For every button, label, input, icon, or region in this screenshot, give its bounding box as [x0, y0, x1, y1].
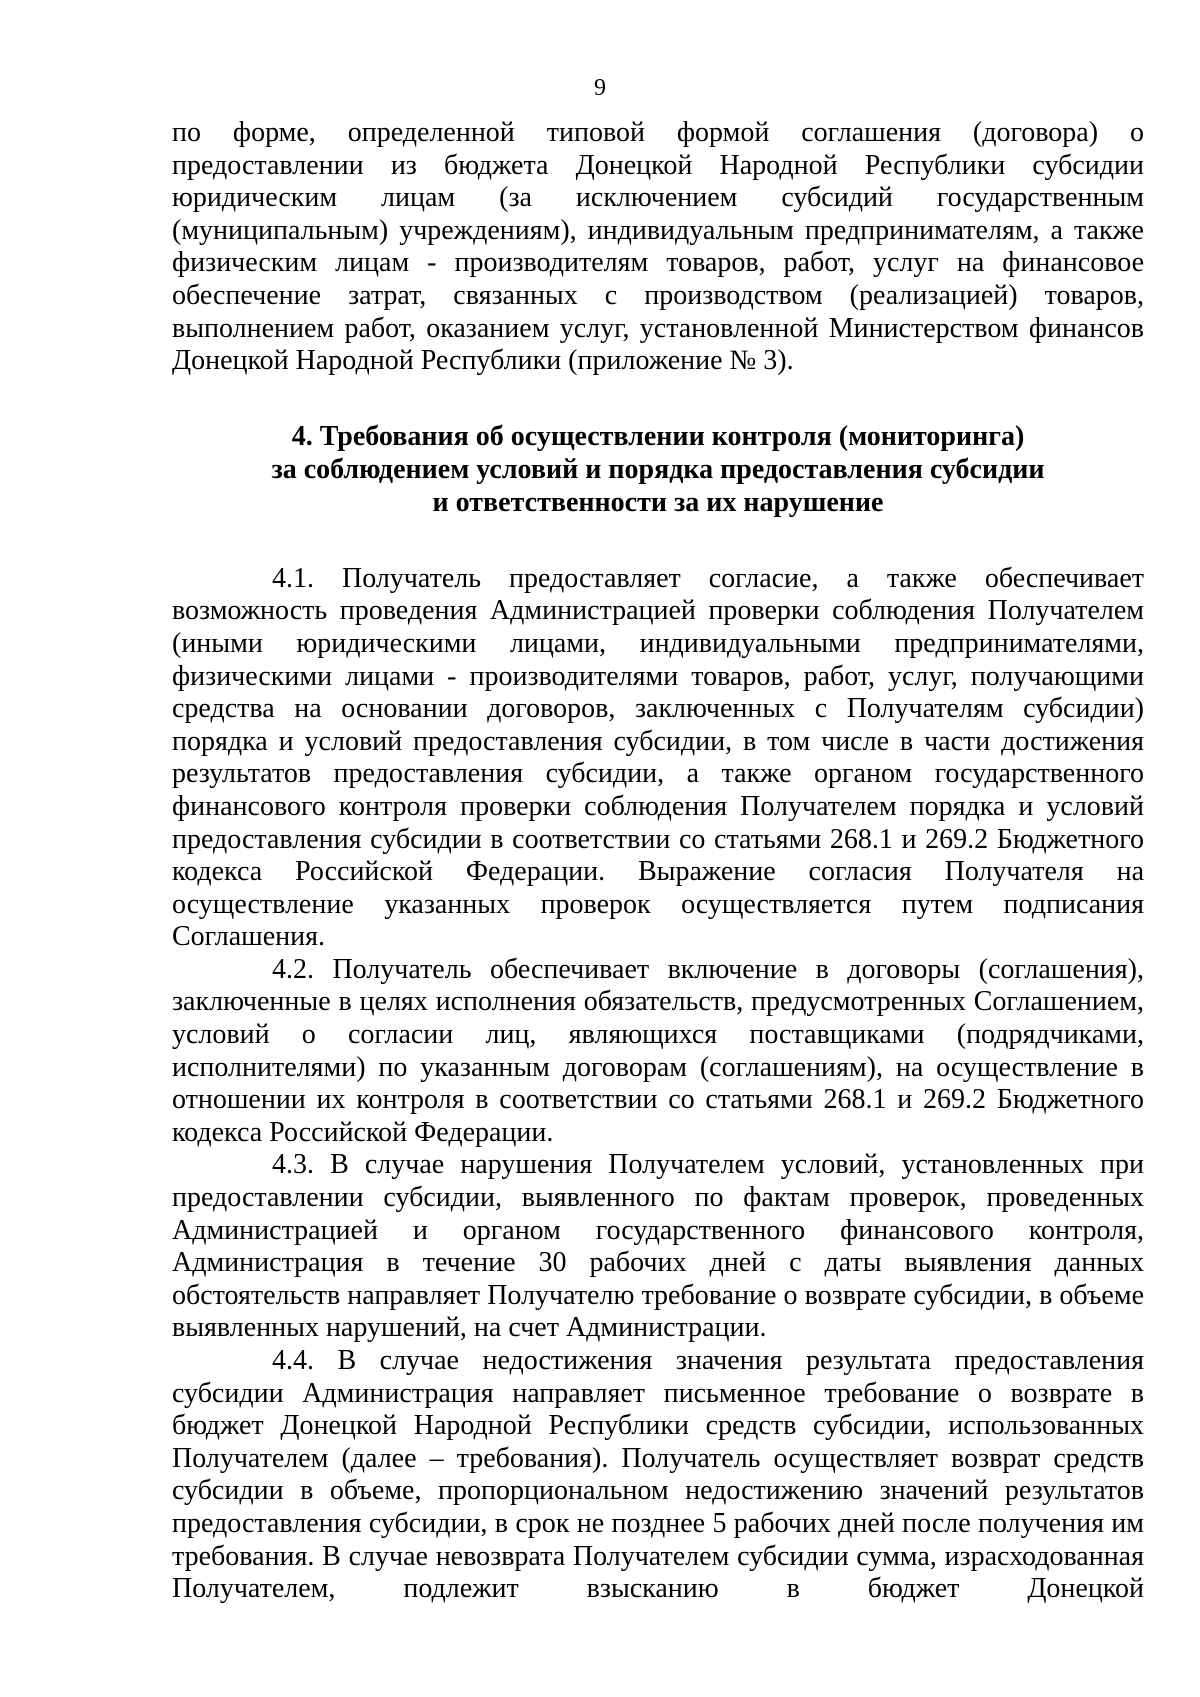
clause-4-2: 4.2. Получатель обеспечивает включение в договоры (соглашения), заключенные в целях исполнения обязательств, предусмотренных Соглашением, условий о согласии лиц, являющихся поставщиками (подрядчиками, исполнителями) по указанным договорам (соглашениям), на осуществление в отношении их контроля в соответствии со статьями 268.1 и 269.2 Бюджетного кодекса Российской Федерации.: [172, 953, 1144, 1148]
clause-4-3: 4.3. В случае нарушения Получателем условий, установленных при предоставлении субсидии, выявленного по фактам проверок, проведенных Администрацией и органом государственного финансового контроля, Администрация в течение 30 рабочих дней с даты выявления данных обстоятельств направляет Получателю требование о возврате субсидии, в объеме выявленных нарушений, на счет Администрации.: [172, 1149, 1144, 1344]
clause-4-4: 4.4. В случае недостижения значения результата предоставления субсидии Администрация направляет письменное требование о возврате в бюджет Донецкой Народной Республики средств субсидии, использованных Получателем (далее – требования). Получатель осуществляет возврат средств субсидии в объеме, пропорциональном недостижению значений результатов предоставления субсидии, в срок не позднее 5 рабочих дней после получения им требования. В случае невозврата Получателем субсидии сумма, израсходованная Получателем, подлежит взысканию в бюджет Донецкой: [172, 1345, 1144, 1605]
section-heading: [172, 420, 1144, 519]
intro-paragraph: по форме, определенной типовой формой соглашения (договора) о предоставлении из бюджета Донецкой Народной Республики субсидии юридическим лицам (за исключением субсидий государственным (муниципальным) учреждениям), индивидуальным предпринимателям, а также физическим лицам - производителям товаров, работ, услуг на финансовое обеспечение затрат, связанных с производством (реализацией) товаров, выполнением работ, оказанием услуг, установленной Министерством финансов Донецкой Народной Республики (приложение № 3).: [172, 117, 1144, 377]
clause-4-1: 4.1. Получатель предоставляет согласие, а также обеспечивает возможность проведения Администрацией проверки соблюдения Получателем (иными юридическими лицами, индивидуальными предпринимателями, физическими лицами - производителями товаров, работ, услуг, получающими средства на основании договоров, заключенных с Получателям субсидии) порядка и условий предоставления субсидии, в том числе в части достижения результатов предоставления субсидии, а также органом государственного финансового контроля проверки соблюдения Получателем порядка и условий предоставления субсидии в соответствии со статьями 268.1 и 269.2 Бюджетного кодекса Российской Федерации. Выражение согласия Получателя на осуществление указанных проверок осуществляется путем подписания Соглашения.: [172, 562, 1144, 953]
page-number: 9: [594, 75, 606, 101]
section-heading-line-1: 4. Требования об осуществлении контроля (мониторинга): [291, 420, 1025, 452]
document-body: [172, 117, 1144, 1606]
section-heading-line-2: за соблюдением условий и порядка предоставления субсидии: [271, 453, 1045, 485]
section-heading-line-3: и ответственности за их нарушение: [432, 486, 884, 518]
